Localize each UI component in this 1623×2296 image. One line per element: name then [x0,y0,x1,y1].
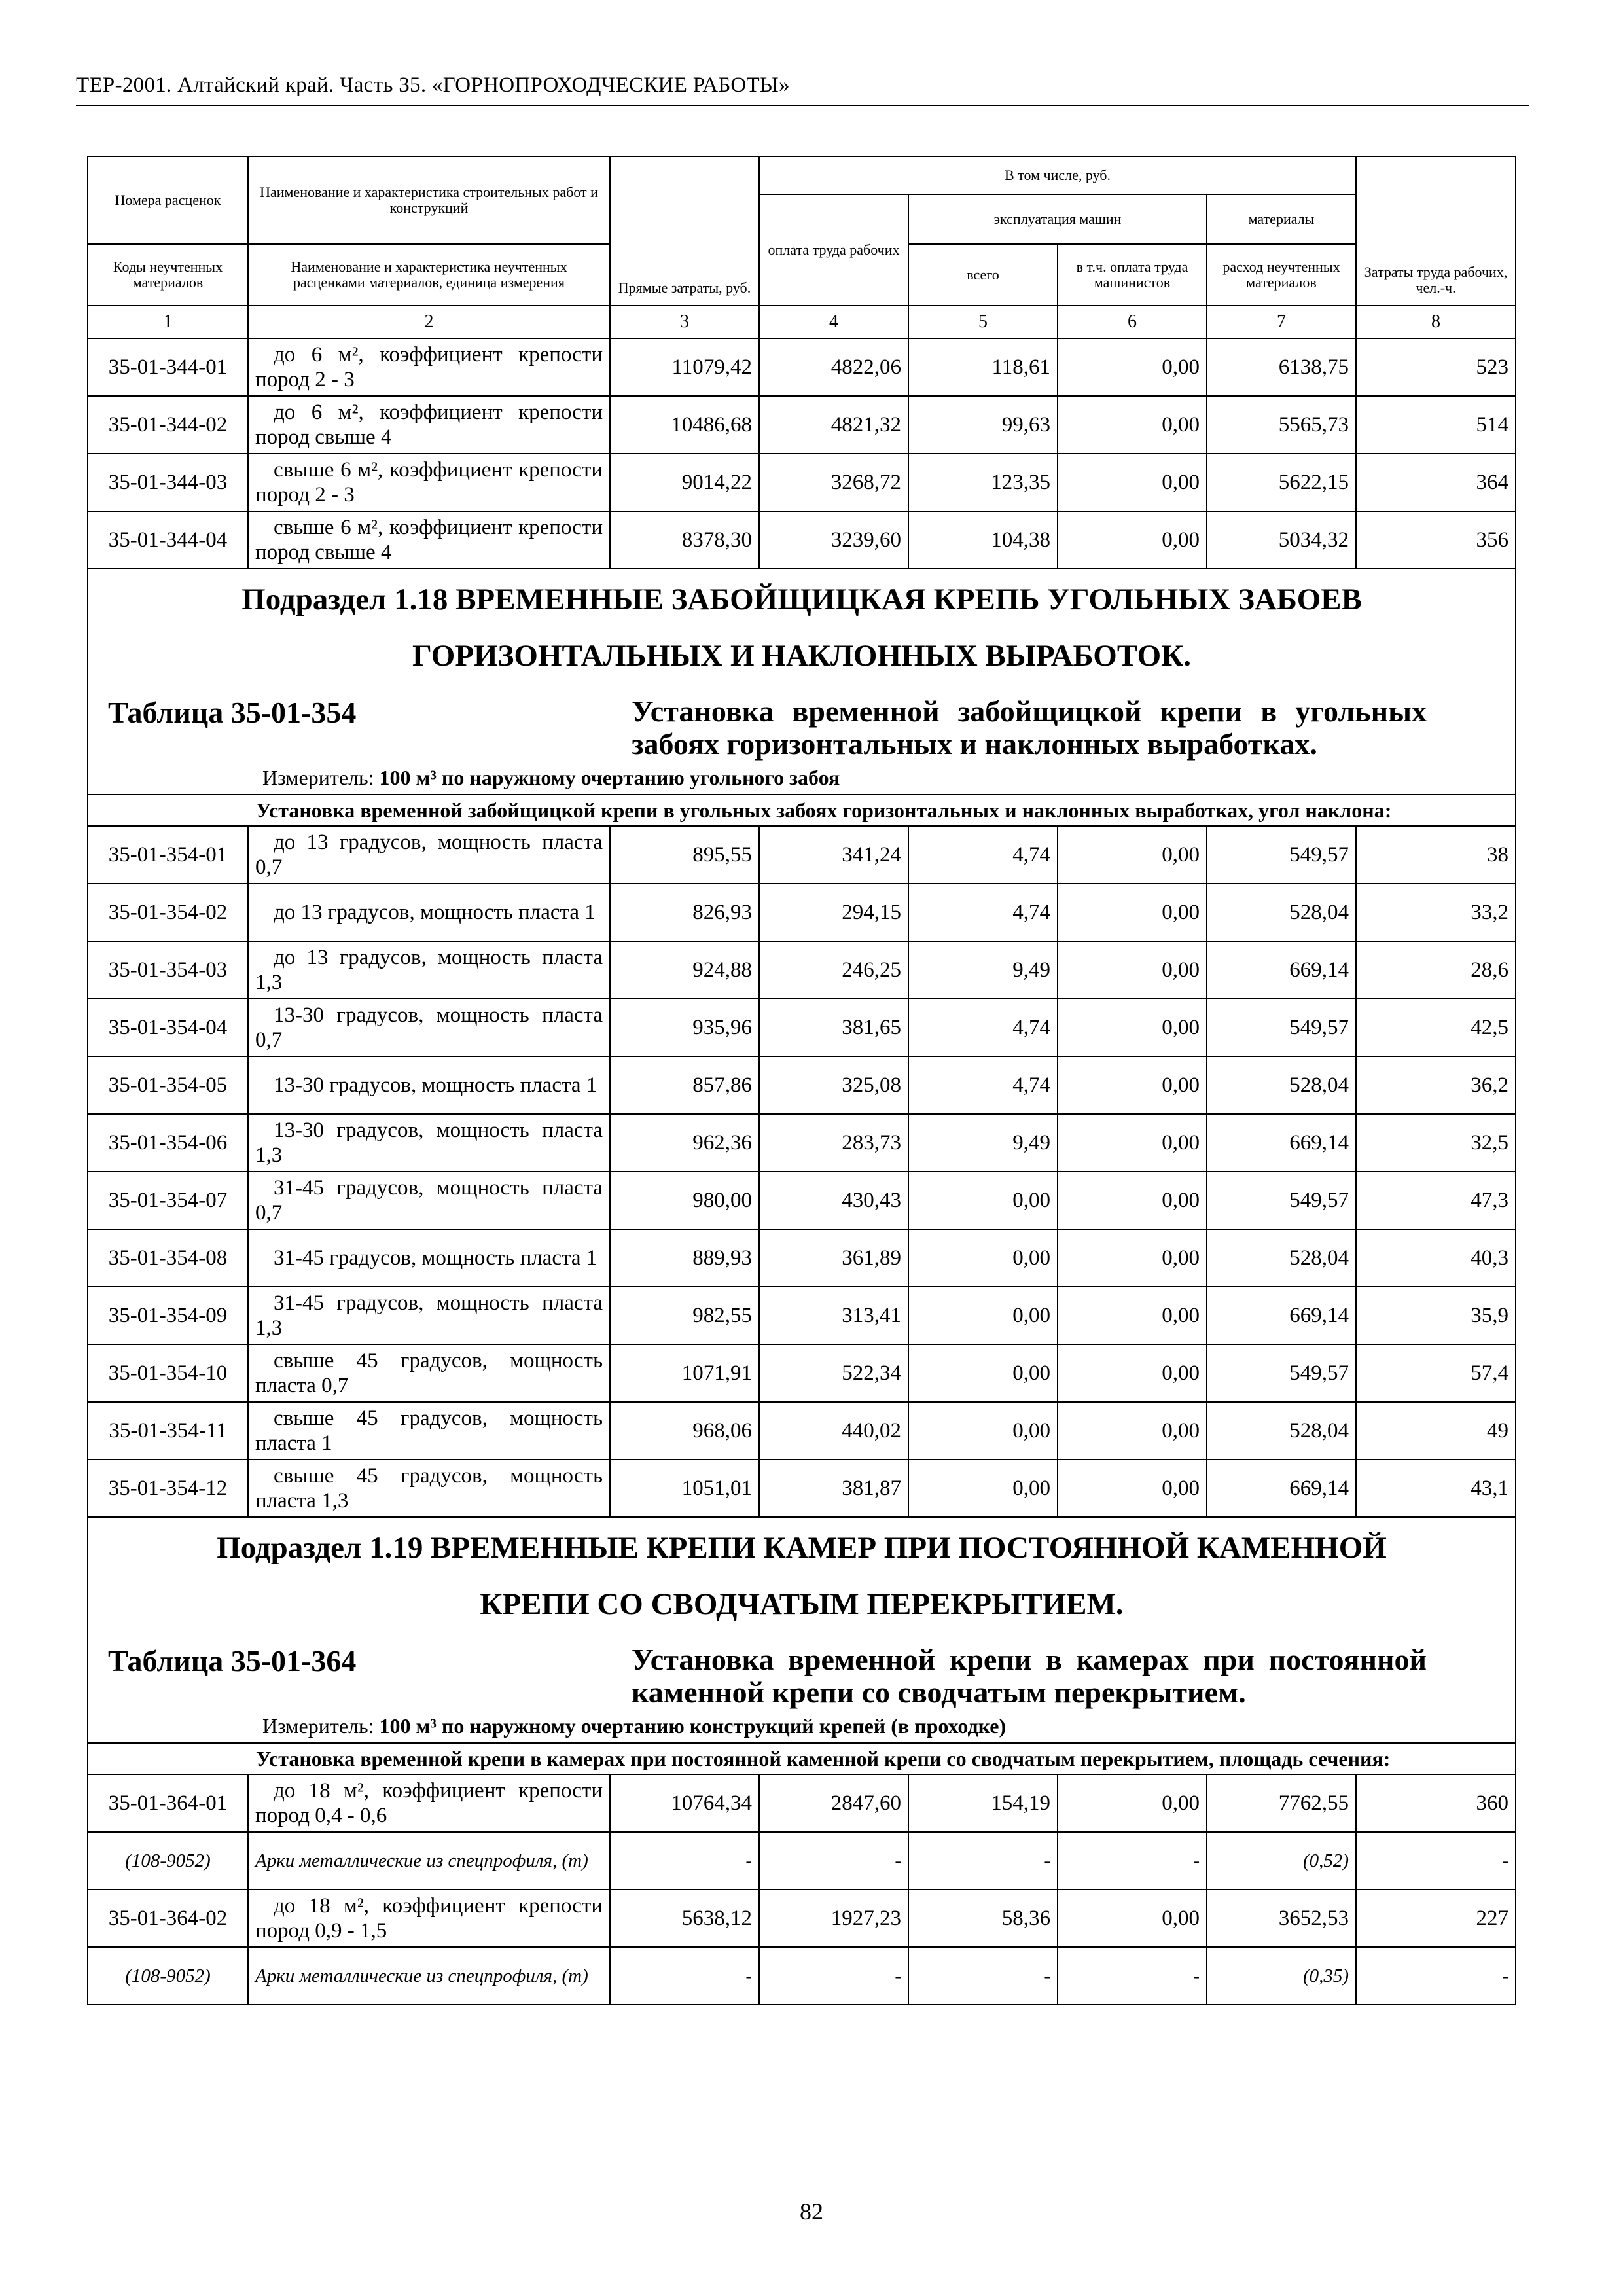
col-code-bottom-header: Коды неучтенных материалов [88,244,248,306]
value-cell: 3652,53 [1207,1890,1356,1947]
rate-name-text: свыше 45 градусов, мощность пласта 1,3 [255,1464,603,1513]
group-header-row [88,795,1516,826]
value-cell: 9,49 [908,1114,1058,1172]
rate-name [248,1890,610,1947]
rate-name-text: свыше 6 м², коэффициент крепости пород свыше 4 [255,516,603,564]
rate-name-text: до 18 м², коэффициент крепости пород 0,9 - 1,5 [255,1894,603,1943]
value-cell: 857,86 [610,1056,759,1114]
rate-code: 35-01-344-04 [88,511,248,569]
value-cell: 10764,34 [610,1774,759,1832]
material-value: (0,52) [1207,1832,1356,1890]
value-cell: 0,00 [908,1287,1058,1344]
value-cell: 6138,75 [1207,338,1356,396]
value-cell: 118,61 [908,338,1058,396]
table-row [88,999,1516,1056]
table-row [88,1344,1516,1402]
value-cell: 0,00 [1058,1172,1207,1229]
table-description: Установка временной забойщицкой крепи в угольных забоях горизонтальных и наклонных выработках. [632,694,1427,761]
value-cell: 43,1 [1356,1460,1516,1517]
value-cell: 0,00 [1058,1890,1207,1947]
value-cell: 5622,15 [1207,454,1356,511]
table-row [88,1056,1516,1114]
table-row [88,884,1516,941]
col-machines-header: эксплуатация машин [908,194,1207,244]
table-row [88,1229,1516,1287]
rate-code: 35-01-354-01 [88,826,248,884]
measure-value: 100 м³ по наружному очертанию угольного забоя [379,766,840,789]
rate-name [248,1402,610,1460]
measure-label: Измеритель: [262,1714,374,1738]
value-cell: 8378,30 [610,511,759,569]
column-numbers-row [88,306,1516,338]
table-caption [95,695,1508,761]
col-name-bottom-header: Наименование и характеристика неучтенных расценками материалов, единица измерения [248,244,610,306]
value-cell: 3239,60 [759,511,908,569]
value-cell: 0,00 [908,1402,1058,1460]
value-cell: 38 [1356,826,1516,884]
table-description: Установка временной крепи в камерах при постоянной каменной крепи со сводчатым перекрытием. [632,1643,1427,1709]
table-row [88,1402,1516,1460]
header-rule [76,105,1529,106]
page-number: 82 [800,2198,823,2225]
rate-name-text: 13-30 градусов, мощность пласта 1,3 [255,1119,603,1167]
section-header-row [88,1517,1516,1743]
value-cell: 104,38 [908,511,1058,569]
value-cell: 361,89 [759,1229,908,1287]
rate-code: 35-01-354-06 [88,1114,248,1172]
rate-code: 35-01-354-02 [88,884,248,941]
value-cell: 7762,55 [1207,1774,1356,1832]
material-code: (108-9052) [88,1947,248,2005]
rate-name [248,826,610,884]
rate-name-text: свыше 45 градусов, мощность пласта 1 [255,1407,603,1455]
value-cell: 430,43 [759,1172,908,1229]
rate-name-text: 31-45 градусов, мощность пласта 1 [274,1246,597,1270]
value-cell: 9,49 [908,941,1058,999]
col-mat-consumption-header: расход неучтенных материалов [1207,244,1356,306]
value-cell: 2847,60 [759,1774,908,1832]
section-title: КРЕПИ СО СВОДЧАТЫМ ПЕРЕКРЫТИЕМ. [480,1587,1124,1621]
value-cell: 1071,91 [610,1344,759,1402]
value-cell: 325,08 [759,1056,908,1114]
table-row [88,1460,1516,1517]
table-row [88,941,1516,999]
value-cell: 0,00 [1058,1460,1207,1517]
material-value: - [1356,1947,1516,2005]
value-cell: 4821,32 [759,396,908,454]
value-cell: 0,00 [1058,884,1207,941]
measure-unit [262,1714,1508,1742]
table-row [88,1890,1516,1947]
rate-name [248,1229,610,1287]
col-number: 2 [248,306,610,338]
col-mach-total-header: всего [908,244,1058,306]
value-cell: 32,5 [1356,1114,1516,1172]
value-cell: 99,63 [908,396,1058,454]
material-row [88,1832,1516,1890]
rate-code: 35-01-354-09 [88,1287,248,1344]
rate-name-text: свыше 45 градусов, мощность пласта 0,7 [255,1349,603,1397]
value-cell: 356 [1356,511,1516,569]
value-cell: 1051,01 [610,1460,759,1517]
rate-code: 35-01-354-08 [88,1229,248,1287]
rate-code: 35-01-354-04 [88,999,248,1056]
value-cell: 3268,72 [759,454,908,511]
value-cell: 549,57 [1207,999,1356,1056]
rate-code: 35-01-354-07 [88,1172,248,1229]
rate-code: 35-01-344-03 [88,454,248,511]
rate-code: 35-01-354-05 [88,1056,248,1114]
material-row [88,1947,1516,2005]
value-cell: 381,87 [759,1460,908,1517]
value-cell: 522,34 [759,1344,908,1402]
value-cell: 0,00 [1058,511,1207,569]
value-cell: 58,36 [908,1890,1058,1947]
rate-code: 35-01-354-11 [88,1402,248,1460]
value-cell: 0,00 [1058,1114,1207,1172]
value-cell: 0,00 [1058,1774,1207,1832]
material-name: Арки металлические из спецпрофиля, (т) [248,1947,610,2005]
value-cell: 924,88 [610,941,759,999]
value-cell: 0,00 [1058,1402,1207,1460]
price-table [87,156,1516,2005]
value-cell: 669,14 [1207,1460,1356,1517]
col-mach-labor-header: в т.ч. оплата труда машинистов [1058,244,1207,306]
section-header-row [88,569,1516,795]
value-cell: 935,96 [610,999,759,1056]
table-row [88,396,1516,454]
value-cell: 549,57 [1207,826,1356,884]
value-cell: 4822,06 [759,338,908,396]
col-direct-header: Прямые затраты, руб. [610,156,759,306]
material-value: (0,35) [1207,1947,1356,2005]
rate-code: 35-01-354-12 [88,1460,248,1517]
value-cell: 4,74 [908,1056,1058,1114]
material-code: (108-9052) [88,1832,248,1890]
material-value: - [610,1832,759,1890]
section-title: ГОРИЗОНТАЛЬНЫХ И НАКЛОННЫХ ВЫРАБОТОК. [412,639,1191,673]
value-cell: 549,57 [1207,1344,1356,1402]
value-cell: 381,65 [759,999,908,1056]
value-cell: 36,2 [1356,1056,1516,1114]
value-cell: 440,02 [759,1402,908,1460]
rate-name [248,1287,610,1344]
value-cell: 528,04 [1207,1056,1356,1114]
value-cell: 895,55 [610,826,759,884]
material-value: - [1356,1832,1516,1890]
rate-name-text: 13-30 градусов, мощность пласта 1 [274,1073,597,1097]
table-row [88,1172,1516,1229]
value-cell: 227 [1356,1890,1516,1947]
rate-name-text: свыше 6 м², коэффициент крепости пород 2 - 3 [255,458,603,507]
value-cell: 0,00 [1058,941,1207,999]
col-number: 3 [610,306,759,338]
material-value: - [1058,1947,1207,2005]
value-cell: 40,3 [1356,1229,1516,1287]
table-row [88,1114,1516,1172]
value-cell: 4,74 [908,999,1058,1056]
value-cell: 982,55 [610,1287,759,1344]
value-cell: 42,5 [1356,999,1516,1056]
value-cell: 11079,42 [610,338,759,396]
value-cell: 294,15 [759,884,908,941]
value-cell: 0,00 [1058,826,1207,884]
value-cell: 0,00 [1058,338,1207,396]
col-number: 8 [1356,306,1516,338]
rate-name [248,884,610,941]
col-number: 4 [759,306,908,338]
value-cell: 57,4 [1356,1344,1516,1402]
measure-unit [262,766,1508,794]
rate-name-text: до 13 градусов, мощность пласта 1 [274,901,596,924]
value-cell: 47,3 [1356,1172,1516,1229]
table-number: Таблица 35-01-364 [108,1644,357,1677]
value-cell: 4,74 [908,826,1058,884]
value-cell: 968,06 [610,1402,759,1460]
rate-code: 35-01-354-10 [88,1344,248,1402]
value-cell: 123,35 [908,454,1058,511]
section-title: Подраздел 1.19 ВРЕМЕННЫЕ КРЕПИ КАМЕР ПРИ ПОСТОЯННОЙ КАМЕННОЙ [217,1531,1387,1565]
running-header: ТЕР-2001. Алтайский край. Часть 35. «ГОРНОПРОХОДЧЕСКИЕ РАБОТЫ» [76,73,790,97]
rate-name [248,999,610,1056]
value-cell: 35,9 [1356,1287,1516,1344]
value-cell: 528,04 [1207,1229,1356,1287]
value-cell: 49 [1356,1402,1516,1460]
material-name: Арки металлические из спецпрофиля, (т) [248,1832,610,1890]
rate-name [248,1114,610,1172]
rate-name [248,338,610,396]
col-labor-header: оплата труда рабочих [759,194,908,306]
table-row [88,1774,1516,1832]
group-header-row [88,1743,1516,1774]
value-cell: 0,00 [1058,454,1207,511]
rate-name [248,1460,610,1517]
value-cell: 5034,32 [1207,511,1356,569]
rate-code: 35-01-354-03 [88,941,248,999]
value-cell: 889,93 [610,1229,759,1287]
table-caption [95,1643,1508,1709]
rate-name [248,396,610,454]
col-name-header: Наименование и характеристика строительных работ и конструкций [248,156,610,244]
material-value: - [759,1832,908,1890]
material-value: - [1058,1832,1207,1890]
measure-value: 100 м³ по наружному очертанию конструкций крепей (в проходке) [379,1714,1007,1738]
value-cell: 0,00 [1058,1229,1207,1287]
table-row [88,511,1516,569]
value-cell: 528,04 [1207,1402,1356,1460]
value-cell: 283,73 [759,1114,908,1172]
value-cell: 549,57 [1207,1172,1356,1229]
value-cell: 528,04 [1207,884,1356,941]
value-cell: 33,2 [1356,884,1516,941]
rate-code: 35-01-364-02 [88,1890,248,1947]
group-header: Установка временной забойщицкой крепи в угольных забоях горизонтальных и наклонных выработках, угол наклона: [88,795,1516,826]
group-header: Установка временной крепи в камерах при постоянной каменной крепи со сводчатым перекрытием, площадь сечения: [88,1743,1516,1774]
value-cell: 0,00 [908,1229,1058,1287]
value-cell: 364 [1356,454,1516,511]
col-materials-header: материалы [1207,194,1356,244]
rate-name-text: до 18 м², коэффициент крепости пород 0,4 - 0,6 [255,1779,603,1827]
rate-name [248,1056,610,1114]
rate-name-text: до 6 м², коэффициент крепости пород 2 - 3 [255,343,603,391]
measure-label: Измеритель: [262,766,374,789]
value-cell: 360 [1356,1774,1516,1832]
material-value: - [908,1947,1058,2005]
value-cell: 0,00 [1058,1344,1207,1402]
table-row [88,826,1516,884]
value-cell: 669,14 [1207,941,1356,999]
col-code-header: Номера расценок [88,156,248,244]
rate-name [248,511,610,569]
value-cell: 0,00 [1058,1287,1207,1344]
value-cell: 514 [1356,396,1516,454]
material-value: - [610,1947,759,2005]
value-cell: 246,25 [759,941,908,999]
col-number: 7 [1207,306,1356,338]
section-header [88,569,1516,795]
material-value: - [908,1832,1058,1890]
value-cell: 9014,22 [610,454,759,511]
col-number: 5 [908,306,1058,338]
col-number: 6 [1058,306,1207,338]
value-cell: 0,00 [1058,999,1207,1056]
rate-name-text: до 13 градусов, мощность пласта 1,3 [255,946,603,994]
value-cell: 523 [1356,338,1516,396]
col-number: 1 [88,306,248,338]
value-cell: 341,24 [759,826,908,884]
table-row [88,454,1516,511]
value-cell: 962,36 [610,1114,759,1172]
value-cell: 980,00 [610,1172,759,1229]
rate-code: 35-01-344-02 [88,396,248,454]
table-row [88,1287,1516,1344]
value-cell: 1927,23 [759,1890,908,1947]
rate-code: 35-01-364-01 [88,1774,248,1832]
table-number: Таблица 35-01-354 [108,696,357,729]
value-cell: 4,74 [908,884,1058,941]
rate-name-text: 31-45 градусов, мощность пласта 1,3 [255,1291,603,1340]
rate-name [248,454,610,511]
rate-name [248,941,610,999]
rate-name-text: до 13 градусов, мощность пласта 0,7 [255,831,603,879]
value-cell: 313,41 [759,1287,908,1344]
rate-name [248,1172,610,1229]
value-cell: 669,14 [1207,1287,1356,1344]
value-cell: 0,00 [1058,396,1207,454]
material-value: - [759,1947,908,2005]
value-cell: 10486,68 [610,396,759,454]
value-cell: 28,6 [1356,941,1516,999]
section-title: Подраздел 1.18 ВРЕМЕННЫЕ ЗАБОЙЩИЦКАЯ КРЕПЬ УГОЛЬНЫХ ЗАБОЕВ [241,583,1362,617]
rate-name-text: 31-45 градусов, мощность пласта 0,7 [255,1176,603,1225]
value-cell: 154,19 [908,1774,1058,1832]
value-cell: 5638,12 [610,1890,759,1947]
value-cell: 0,00 [908,1460,1058,1517]
value-cell: 826,93 [610,884,759,941]
col-labor-costs-header: Затраты труда рабочих, чел.-ч. [1356,156,1516,306]
rate-name [248,1344,610,1402]
rate-name [248,1774,610,1832]
rate-name-text: 13-30 градусов, мощность пласта 0,7 [255,1003,603,1052]
rate-code: 35-01-344-01 [88,338,248,396]
rate-name-text: до 6 м², коэффициент крепости пород свыше 4 [255,401,603,449]
section-header [88,1517,1516,1743]
table-row [88,338,1516,396]
value-cell: 669,14 [1207,1114,1356,1172]
value-cell: 0,00 [908,1344,1058,1402]
value-cell: 5565,73 [1207,396,1356,454]
col-including-header: В том числе, руб. [759,156,1356,194]
value-cell: 0,00 [1058,1056,1207,1114]
value-cell: 0,00 [908,1172,1058,1229]
